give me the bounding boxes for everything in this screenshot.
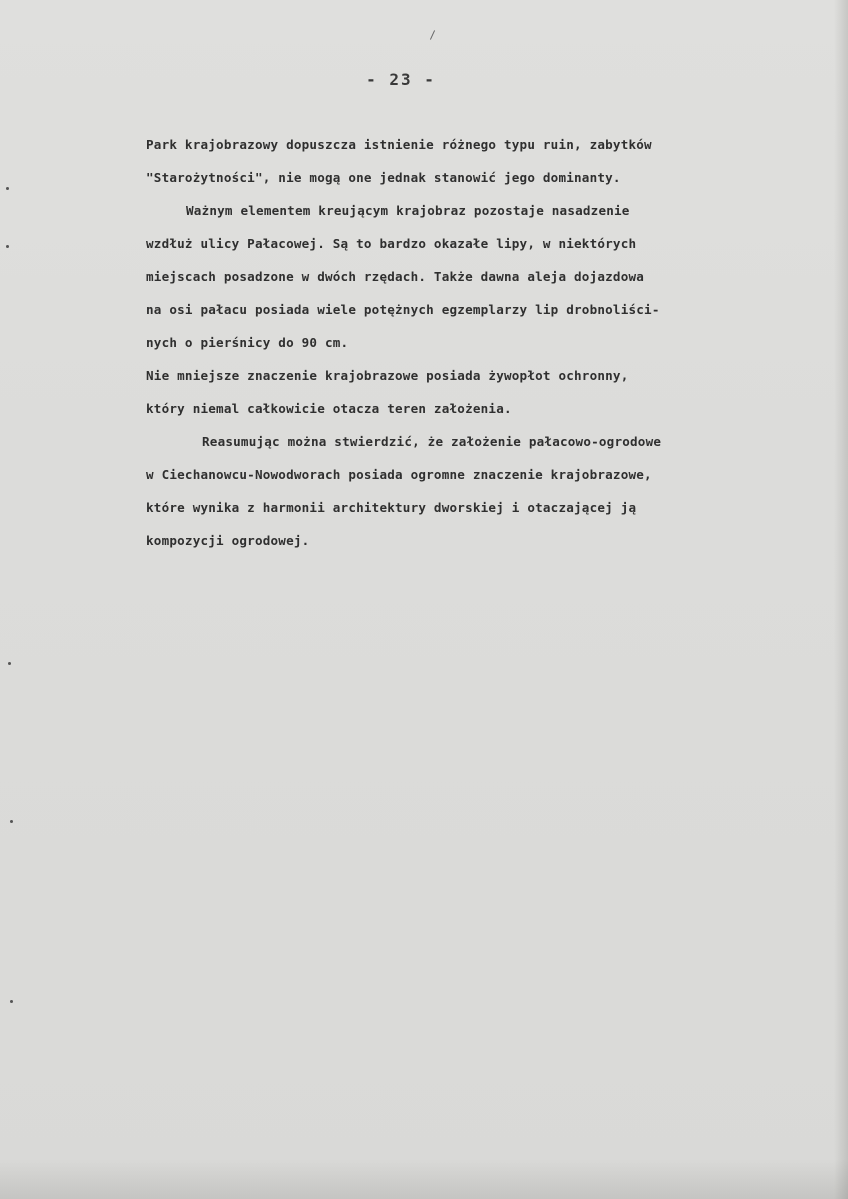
page-bottom-shadow: [0, 1159, 848, 1199]
text-line: na osi pałacu posiada wiele potężnych egzemplarzy lip drobnoliści-: [146, 302, 660, 317]
text-line: Nie mniejsze znaczenie krajobrazowe posiada żywopłot ochronny,: [146, 368, 629, 383]
margin-dot: [6, 187, 9, 190]
text-line: Reasumując można stwierdzić, że założenie pałacowo-ogrodowe: [202, 434, 662, 449]
page-number: - 23 -: [366, 70, 436, 89]
text-line: wzdłuż ulicy Pałacowej. Są to bardzo okazałe lipy, w niektórych: [146, 236, 637, 251]
scan-tick-mark: [430, 30, 435, 39]
margin-dot: [8, 662, 11, 665]
text-line: miejscach posadzone w dwóch rzędach. Także dawna aleja dojazdowa: [146, 269, 645, 284]
margin-dot: [10, 820, 13, 823]
text-line: Ważnym elementem kreującym krajobraz pozostaje nasadzenie: [186, 203, 630, 218]
text-line: które wynika z harmonii architektury dworskiej i otaczającej ją: [146, 500, 637, 515]
document-body: [146, 128, 836, 557]
text-line: nych o pierśnicy do 90 cm.: [146, 335, 349, 350]
text-line: w Ciechanowcu-Nowodworach posiada ogromne znaczenie krajobrazowe,: [146, 467, 652, 482]
margin-dot: [6, 245, 9, 248]
text-line: kompozycji ogrodowej.: [146, 533, 310, 548]
text-line: "Starożytności", nie mogą one jednak stanowić jego dominanty.: [146, 170, 621, 185]
page-edge-shadow: [834, 0, 848, 1199]
text-line: Park krajobrazowy dopuszcza istnienie różnego typu ruin, zabytków: [146, 137, 652, 152]
margin-dot: [10, 1000, 13, 1003]
text-line: który niemal całkowicie otacza teren założenia.: [146, 401, 512, 416]
